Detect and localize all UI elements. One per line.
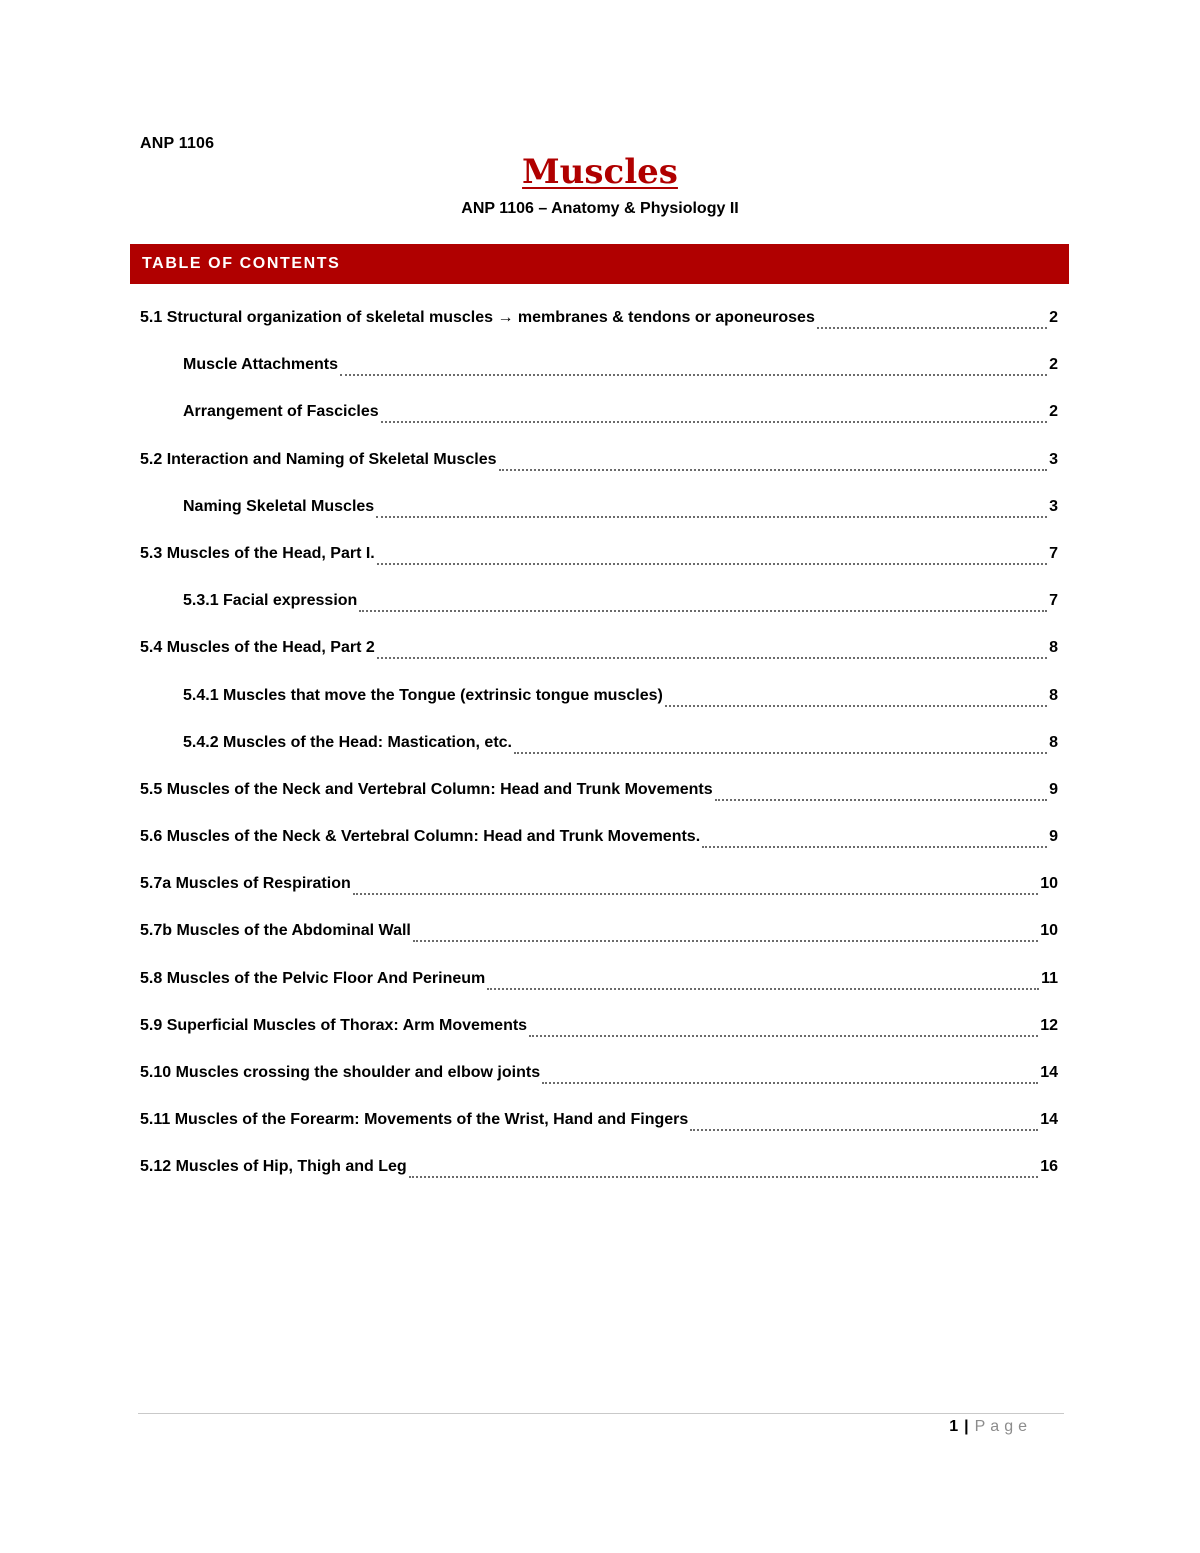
toc-dot-leader — [542, 1060, 1038, 1084]
toc-entry-title: 5.1 Structural organization of skeletal muscles → membranes & tendons or aponeuroses — [140, 309, 815, 326]
toc-entry-page-number: 2 — [1049, 403, 1058, 421]
toc-entry[interactable] — [140, 683, 1058, 730]
footer-page-label: Page — [974, 1418, 1032, 1435]
toc-entry[interactable] — [140, 588, 1058, 635]
toc-entry-page-number: 16 — [1040, 1158, 1058, 1176]
footer-separator: | — [964, 1418, 969, 1435]
document-title: Muscles — [522, 152, 678, 192]
toc-dot-leader — [381, 399, 1047, 423]
toc-entry-page-number: 14 — [1040, 1064, 1058, 1081]
toc-entry-page-number: 2 — [1049, 309, 1058, 326]
toc-entry-page-number: 12 — [1040, 1016, 1058, 1034]
toc-dot-leader — [702, 824, 1047, 848]
toc-entry-page-number: 2 — [1049, 356, 1058, 374]
toc-dot-leader — [529, 1013, 1038, 1037]
toc-entry[interactable] — [140, 824, 1058, 871]
toc-entry[interactable] — [140, 918, 1058, 965]
toc-entry-page-number: 8 — [1049, 733, 1058, 751]
footer-page-number: 1 — [949, 1418, 959, 1435]
toc-entry[interactable] — [140, 541, 1058, 588]
toc-dot-leader — [409, 1154, 1039, 1178]
toc-dot-leader — [376, 494, 1047, 518]
toc-entry[interactable] — [140, 1107, 1058, 1154]
toc-entry-page-number: 7 — [1049, 544, 1058, 562]
toc-entry-page-number: 8 — [1049, 686, 1058, 704]
toc-dot-leader — [377, 541, 1047, 565]
toc-dot-leader — [353, 871, 1038, 895]
toc-entry-title: 5.11 Muscles of the Forearm: Movements of the Wrist, Hand and Fingers — [140, 1111, 689, 1129]
toc-entry-title: 5.4.2 Muscles of the Head: Mastication, etc. — [183, 733, 512, 751]
toc-entry[interactable] — [140, 966, 1058, 1013]
toc-entry-page-number: 9 — [1049, 780, 1058, 798]
toc-entry-title: 5.3.1 Facial expression — [183, 592, 358, 610]
toc-entry[interactable] — [140, 352, 1058, 399]
toc-entry[interactable] — [140, 730, 1058, 777]
course-code-header: ANP 1106 — [140, 135, 215, 152]
toc-entry-title: 5.5 Muscles of the Neck and Vertebral Column: Head and Trunk Movements — [140, 780, 713, 798]
toc-list — [140, 305, 1058, 1202]
page-footer — [949, 1418, 1032, 1436]
toc-entry-page-number: 8 — [1049, 639, 1058, 657]
toc-entry-title: 5.7b Muscles of the Abdominal Wall — [140, 922, 411, 940]
toc-entry[interactable] — [140, 447, 1058, 494]
toc-entry-page-number: 3 — [1049, 450, 1058, 468]
toc-dot-leader — [514, 730, 1047, 754]
toc-heading-banner — [130, 244, 1069, 284]
toc-entry[interactable] — [140, 635, 1058, 682]
toc-entry-page-number: 7 — [1049, 592, 1058, 610]
toc-entry-title: 5.12 Muscles of Hip, Thigh and Leg — [140, 1158, 407, 1176]
toc-entry-title: 5.7a Muscles of Respiration — [140, 875, 351, 893]
toc-entry-title: 5.6 Muscles of the Neck & Vertebral Column: Head and Trunk Movements. — [140, 828, 701, 846]
toc-entry-page-number: 9 — [1049, 828, 1058, 846]
toc-entry-title: 5.8 Muscles of the Pelvic Floor And Perineum — [140, 969, 486, 987]
toc-dot-leader — [359, 588, 1047, 612]
toc-entry-title: Arrangement of Fascicles — [183, 403, 379, 421]
toc-entry[interactable] — [140, 399, 1058, 446]
toc-dot-leader — [340, 352, 1047, 376]
toc-entry[interactable] — [140, 1013, 1058, 1060]
document-subtitle: ANP 1106 – Anatomy & Physiology II — [461, 200, 739, 217]
toc-entry-title: 5.2 Interaction and Naming of Skeletal Muscles — [140, 450, 497, 468]
toc-entry-page-number: 10 — [1040, 875, 1058, 893]
toc-entry-title: 5.3 Muscles of the Head, Part I. — [140, 544, 375, 562]
toc-dot-leader — [499, 447, 1048, 471]
toc-entry-title: Muscle Attachments — [183, 356, 338, 374]
toc-entry-page-number: 10 — [1040, 922, 1058, 940]
toc-entry-title: 5.4 Muscles of the Head, Part 2 — [140, 639, 375, 657]
toc-dot-leader — [715, 777, 1048, 801]
toc-entry[interactable] — [140, 305, 1058, 352]
toc-entry[interactable] — [140, 494, 1058, 541]
toc-entry-title: 5.9 Superficial Muscles of Thorax: Arm Movements — [140, 1016, 528, 1034]
toc-entry-title: Naming Skeletal Muscles — [183, 497, 375, 515]
toc-entry-page-number: 11 — [1041, 969, 1058, 987]
toc-entry[interactable] — [140, 1154, 1058, 1201]
toc-dot-leader — [690, 1107, 1038, 1131]
toc-dot-leader — [377, 635, 1047, 659]
toc-entry[interactable] — [140, 777, 1058, 824]
toc-entry-title: 5.10 Muscles crossing the shoulder and elbow joints — [140, 1064, 541, 1081]
footer-divider — [138, 1413, 1064, 1414]
toc-entry-title: 5.4.1 Muscles that move the Tongue (extrinsic tongue muscles) — [183, 686, 663, 704]
toc-entry[interactable] — [140, 1060, 1058, 1107]
toc-entry[interactable] — [140, 871, 1058, 918]
toc-heading: TABLE OF CONTENTS — [142, 255, 341, 272]
toc-dot-leader — [413, 918, 1038, 942]
toc-dot-leader — [665, 683, 1047, 707]
toc-entry-page-number: 14 — [1040, 1111, 1058, 1129]
toc-dot-leader — [487, 966, 1039, 990]
toc-entry-page-number: 3 — [1049, 497, 1058, 515]
toc-dot-leader — [817, 305, 1047, 329]
